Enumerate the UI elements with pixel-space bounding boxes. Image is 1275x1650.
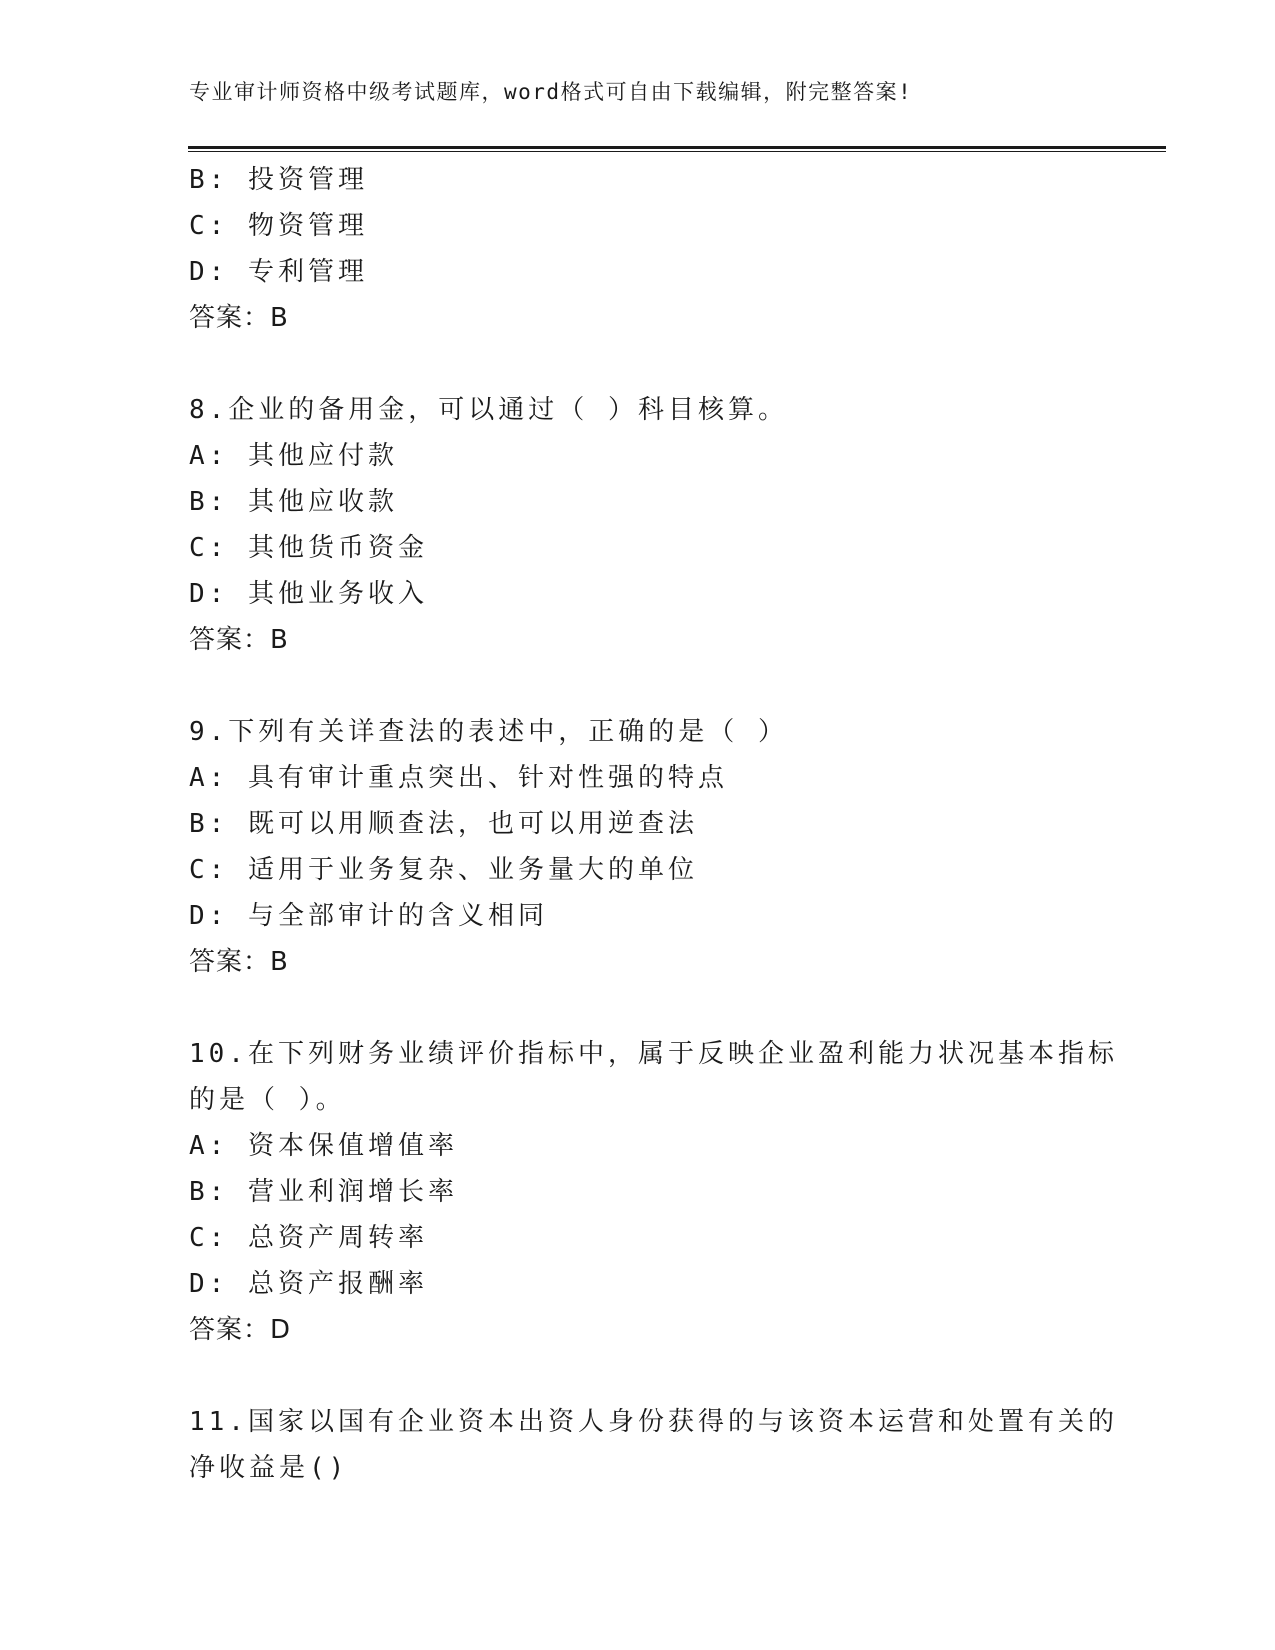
page-header: 专业审计师资格中级考试题库，word格式可自由下载编辑，附完整答案! bbox=[189, 80, 913, 104]
option-a: A: 具有审计重点突出、针对性强的特点 bbox=[189, 763, 728, 793]
answer: 答案：B bbox=[189, 625, 289, 655]
question-stem: 8.企业的备用金，可以通过（ ）科目核算。 bbox=[189, 395, 788, 425]
option-b: B: 投资管理 bbox=[189, 165, 368, 195]
header-rule-thin bbox=[188, 151, 1166, 152]
option-d: D: 专利管理 bbox=[189, 257, 368, 287]
option-a: A: 资本保值增值率 bbox=[189, 1131, 458, 1161]
option-c: C: 其他货币资金 bbox=[189, 533, 428, 563]
option-c: C: 物资管理 bbox=[189, 211, 368, 241]
question-list bbox=[189, 157, 1118, 1491]
answer: 答案：D bbox=[189, 1315, 292, 1345]
question-stem-line-1: 10.在下列财务业绩评价指标中，属于反映企业盈利能力状况基本指标 bbox=[189, 1039, 1118, 1069]
option-b: B: 其他应收款 bbox=[189, 487, 398, 517]
option-b: B: 既可以用顺查法，也可以用逆查法 bbox=[189, 809, 698, 839]
question-stem-line-2: 的是（ ）。 bbox=[189, 1085, 346, 1115]
header-rule-thick bbox=[188, 146, 1166, 149]
question-stem: 9.下列有关详查法的表述中，正确的是（ ） bbox=[189, 717, 788, 747]
option-d: D: 总资产报酬率 bbox=[189, 1269, 428, 1299]
question-stem-line-2: 净收益是() bbox=[189, 1453, 349, 1483]
option-c: C: 总资产周转率 bbox=[189, 1223, 428, 1253]
option-b: B: 营业利润增长率 bbox=[189, 1177, 458, 1207]
option-d: D: 其他业务收入 bbox=[189, 579, 428, 609]
question-stem-line-1: 11.国家以国有企业资本出资人身份获得的与该资本运营和处置有关的 bbox=[189, 1407, 1118, 1437]
answer: 答案：B bbox=[189, 947, 289, 977]
option-a: A: 其他应付款 bbox=[189, 441, 398, 471]
answer: 答案：B bbox=[189, 303, 289, 333]
option-d: D: 与全部审计的含义相同 bbox=[189, 901, 548, 931]
option-c: C: 适用于业务复杂、业务量大的单位 bbox=[189, 855, 698, 885]
